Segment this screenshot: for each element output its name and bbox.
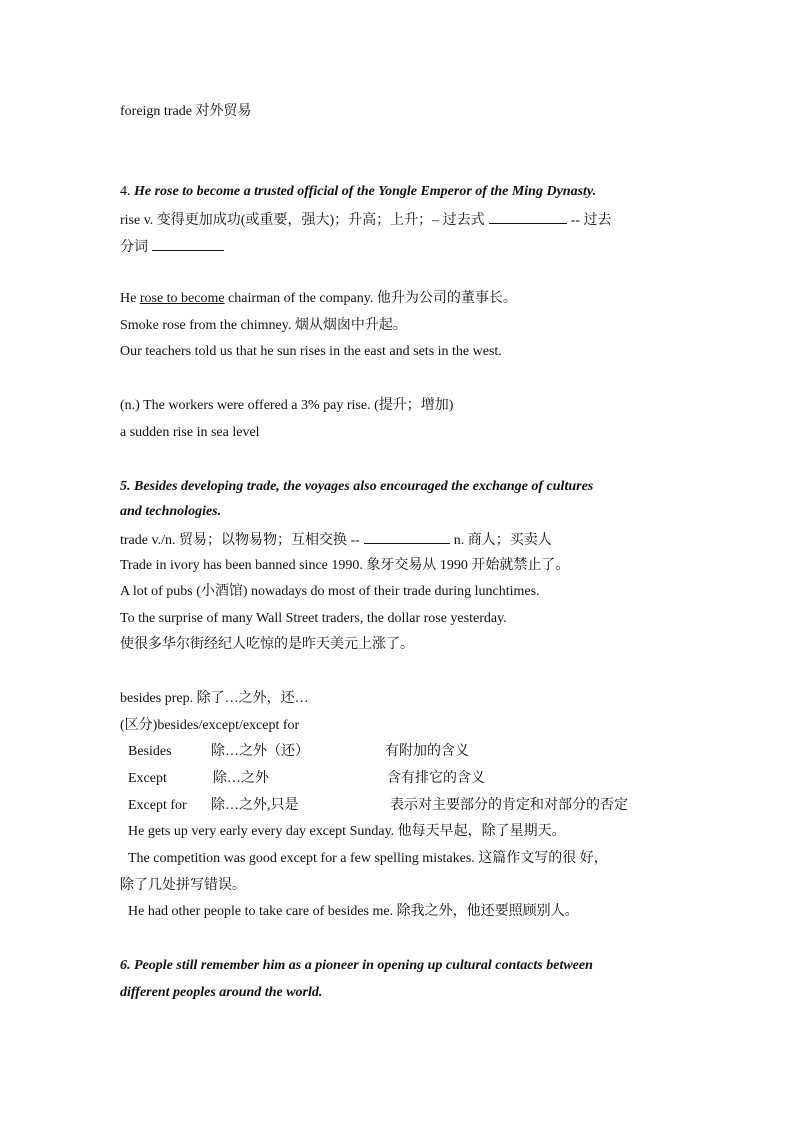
- heading-4-text: He rose to become a trusted official of the Yongle Emperor of the Ming Dynasty.: [134, 184, 597, 199]
- heading-4-number: 4.: [120, 184, 131, 199]
- example-1-a: He: [120, 291, 137, 306]
- compare-meaning: 除…之外: [213, 771, 269, 786]
- compare-row-besides: [128, 742, 688, 762]
- example-3: Our teachers told us that he sun rises in the east and sets in the west.: [120, 344, 502, 359]
- rise-definition-cont: [120, 236, 228, 258]
- compare-meaning: 除…之外,只是: [211, 798, 299, 813]
- heading-5-line-2: and technologies.: [120, 504, 222, 519]
- trade-definition-text: trade v./n. 贸易；以物易物；互相交换 --: [120, 533, 360, 548]
- rise-definition-text: rise v. 变得更加成功(或重要，强大)；升高；上升；– 过去式: [120, 213, 485, 228]
- example-7: A lot of pubs (小酒馆) nowadays do most of their trade during lunchtimes.: [120, 584, 540, 599]
- trade-definition: [120, 529, 552, 551]
- past-tense-blank[interactable]: [489, 209, 567, 224]
- compare-row-except: [128, 769, 688, 789]
- compare-meaning: 除…之外（还）: [211, 744, 309, 759]
- example-9: He gets up very early every day except Sunday. 他每天早起，除了星期天。: [128, 824, 566, 839]
- past-participle-blank[interactable]: [152, 236, 224, 251]
- example-11: He had other people to take care of besides me. 除我之外，他还要照顾别人。: [128, 904, 579, 919]
- besides-definition: besides prep. 除了…之外，还…: [120, 691, 309, 706]
- phrase-foreign-trade: foreign trade 对外贸易: [120, 104, 252, 119]
- example-8-translation: 使很多华尔街经纪人吃惊的是昨天美元上涨了。: [120, 637, 414, 652]
- compare-note: 表示对主要部分的肯定和对部分的否定: [390, 798, 628, 813]
- compare-word: Except for: [128, 798, 187, 813]
- rise-definition-cont-text: 分词: [120, 240, 148, 255]
- heading-5-line-1: 5. Besides developing trade, the voyages also encouraged the exchange of cultures: [120, 479, 594, 494]
- example-5: a sudden rise in sea level: [120, 425, 260, 440]
- compare-heading: (区分)besides/except/except for: [120, 718, 300, 733]
- trade-definition-noun: n. 商人；买卖人: [453, 533, 552, 548]
- rise-definition: [120, 209, 611, 231]
- example-1: [120, 289, 517, 309]
- example-10-cont: 除了几处拼写错误。: [120, 878, 246, 893]
- trader-blank[interactable]: [364, 529, 450, 544]
- heading-6-line-1: 6. People still remember him as a pioneer in opening up cultural contacts between: [120, 958, 593, 973]
- compare-note: 有附加的含义: [385, 744, 469, 759]
- example-6: Trade in ivory has been banned since 1990. 象牙交易从 1990 开始就禁止了。: [120, 558, 570, 573]
- compare-row-except-for: [128, 796, 688, 816]
- example-4: (n.) The workers were offered a 3% pay rise. (提升；增加): [120, 398, 454, 413]
- heading-4: [120, 182, 596, 202]
- example-10: The competition was good except for a few spelling mistakes. 这篇作文写的很 好，: [128, 851, 608, 866]
- example-8: To the surprise of many Wall Street traders, the dollar rose yesterday.: [120, 611, 507, 626]
- compare-word: Except: [128, 771, 167, 786]
- heading-6-line-2: different peoples around the world.: [120, 985, 323, 1000]
- compare-note: 含有排它的含义: [387, 771, 485, 786]
- example-1-underlined: rose to become: [139, 291, 225, 306]
- example-1-b: chairman of the company. 他升为公司的董事长。: [224, 291, 517, 306]
- rise-definition-past-participle: -- 过去: [570, 213, 612, 228]
- example-2: Smoke rose from the chimney. 烟从烟囱中升起。: [120, 318, 407, 333]
- compare-word: Besides: [128, 744, 172, 759]
